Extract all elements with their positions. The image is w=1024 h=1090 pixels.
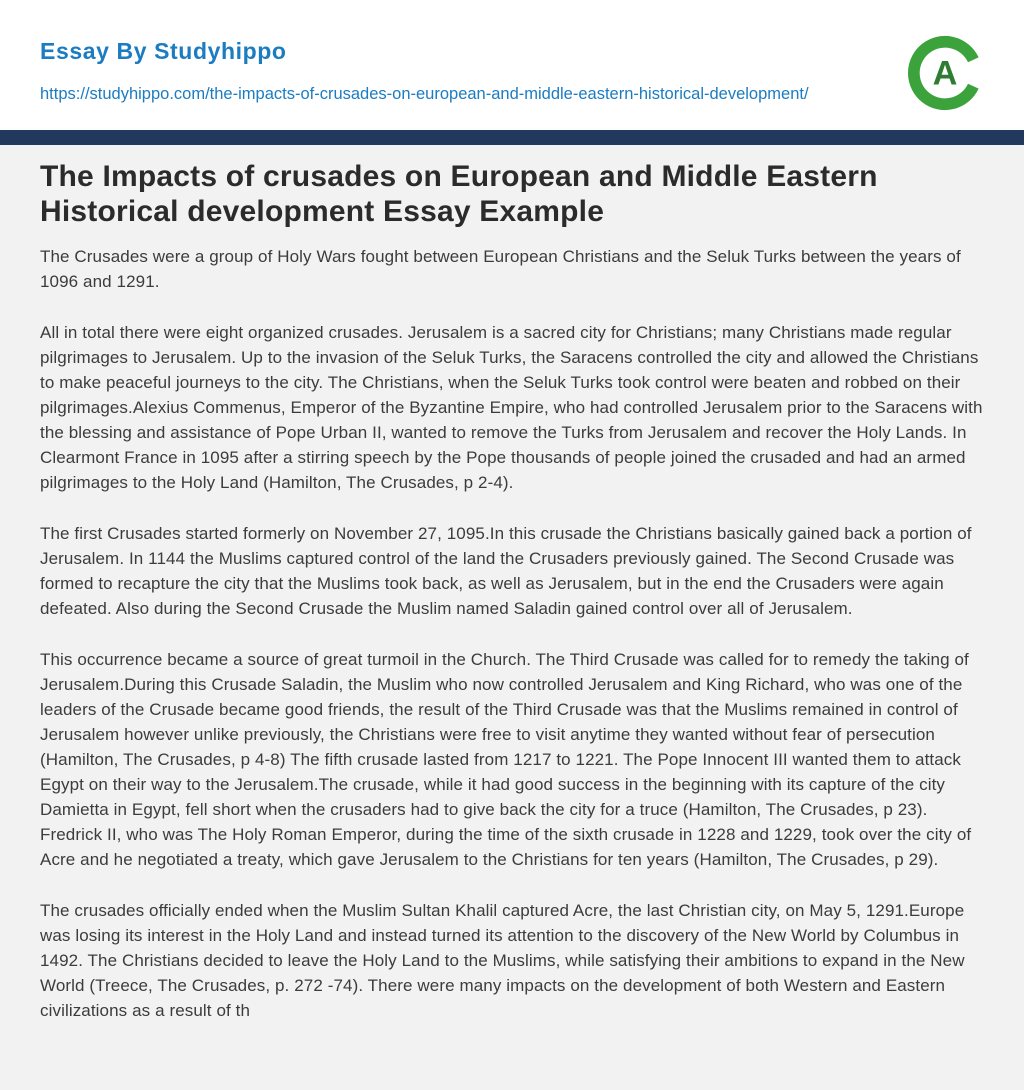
- studyhippo-logo-icon: [906, 34, 984, 112]
- essay-content: [0, 145, 1024, 1090]
- essay-paragraph-5: The crusades officially ended when the Muslim Sultan Khalil captured Acre, the last Christian city, on May 5, 1291.Europe was losing its interest in the Holy Land and instead turned its attention to the discovery of the New World by Columbus in 1492. The Christians decided to leave the Holy Land to the Muslims, while satisfying their ambitions to expand in the New World (Treece, The Crusades, p. 272 -74). There were many impacts on the development of both Western and Eastern civilizations as a result of th: [40, 900, 965, 1020]
- source-url-link[interactable]: https://studyhippo.com/the-impacts-of-crusades-on-european-and-middle-eastern-historical-development/: [40, 85, 809, 103]
- essay-paragraph-1: The Crusades were a group of Holy Wars fought between European Christians and the Seluk Turks between the years of 1096 and 1291.: [40, 247, 961, 292]
- essay-paragraph-3: The first Crusades started formerly on November 27, 1095.In this crusade the Christians basically gained back a portion of Jerusalem. In 1144 the Muslims captured control of the land the Crusaders previously gained. The Second Crusade was formed to recapture the city that the Muslims took back, as well as Jerusalem, but in the end the Crusaders were again defeated. Also during the Second Crusade the Muslim named Saladin gained control over all of Jerusalem.: [40, 524, 972, 618]
- header-text-block: [40, 38, 809, 108]
- logo-letter: A: [932, 54, 958, 93]
- site-header: [0, 0, 1024, 130]
- essay-paragraph-2: All in total there were eight organized crusades. Jerusalem is a sacred city for Christians; many Christians made regular pilgrimages to Jerusalem. Up to the invasion of the Seluk Turks, the Saracens controlled the city and allowed the Christians to make peaceful journeys to the city. The Christians, when the Seluk Turks took control were beaten and robbed on their pilgrimages.Alexius Commenus, Emperor of the Byzantine Empire, who had controlled Jerusalem prior to the Saracens with the blessing and assistance of Pope Urban II, wanted to remove the Turks from Jerusalem and recover the Holy Lands. In Clearmont France in 1095 after a stirring speech by the Pope thousands of people joined the crusaded and had an armed pilgrimages to the Holy Land (Hamilton, The Crusades, p 2-4).: [40, 323, 983, 493]
- divider-bar: [0, 130, 1024, 145]
- site-name: Essay By Studyhippo: [40, 38, 287, 64]
- essay-title: The Impacts of crusades on European and Middle Eastern Historical development Essay Example: [40, 160, 878, 229]
- essay-paragraph-4: This occurrence became a source of great turmoil in the Church. The Third Crusade was called for to remedy the taking of Jerusalem.During this Crusade Saladin, the Muslim who now controlled Jerusalem and King Richard, who was one of the leaders of the Crusade became good friends, the result of the Third Crusade was that the Muslims remained in control of Jerusalem however unlike previously, the Christians were free to visit anytime they wanted without fear of persecution (Hamilton, The Crusades, p 4-8) The fifth crusade lasted from 1217 to 1221. The Pope Innocent III wanted them to attack Egypt on their way to the Jerusalem.The crusade, while it had good success in the beginning with its capture of the city Damietta in Egypt, fell short when the crusaders had to give back the city for a truce (Hamilton, The Crusades, p 23). Fredrick II, who was The Holy Roman Emperor, during the time of the sixth crusade in 1228 and 1229, took over the city of Acre and he negotiated a treaty, which gave Jerusalem to the Christians for ten years (Hamilton, The Crusades, p 29).: [40, 649, 972, 869]
